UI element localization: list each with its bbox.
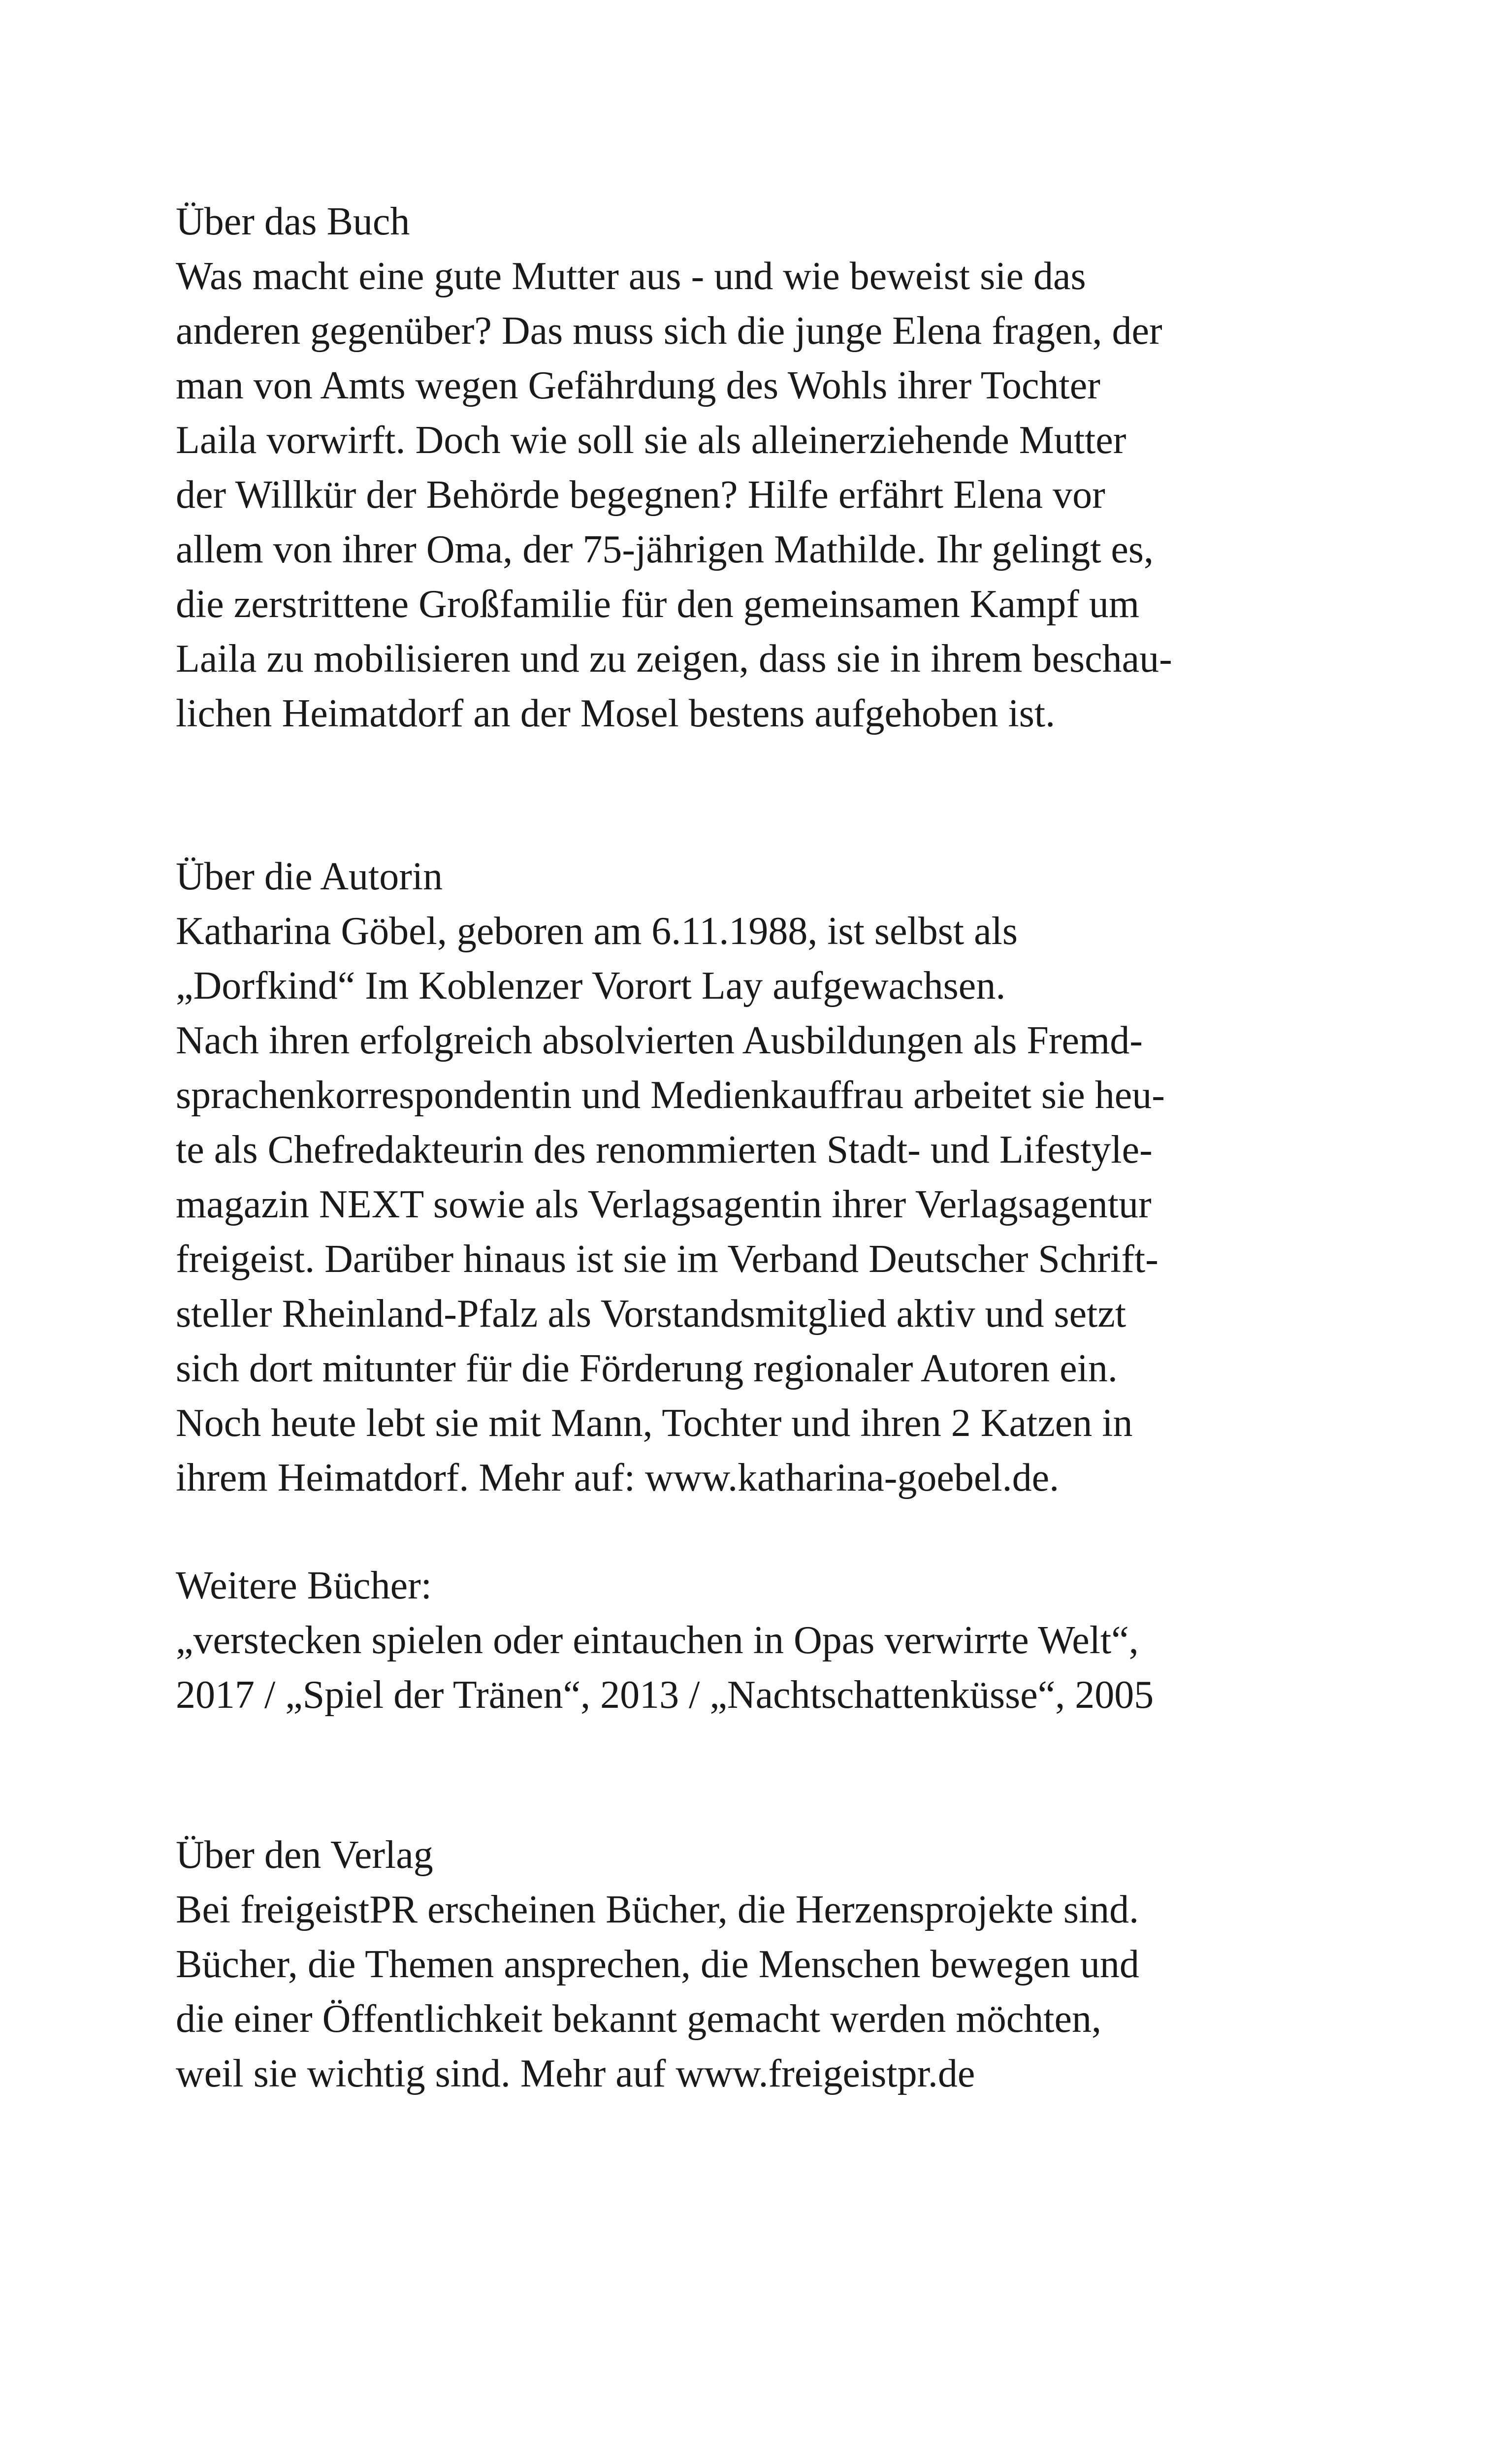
section-heading: Über den Verlag <box>176 1833 433 1877</box>
about-author-section <box>176 849 1338 1505</box>
about-publisher-section <box>176 1828 1338 2101</box>
text-line: Katharina Göbel, geboren am 6.11.1988, ist selbst als <box>176 910 1018 953</box>
section-heading: Weitere Bücher: <box>176 1564 432 1607</box>
text-line: „verstecken spielen oder eintauchen in Opas verwirrte Welt“, <box>176 1619 1139 1662</box>
text-line: steller Rheinland-Pfalz als Vorstandsmitglied aktiv und setzt <box>176 1292 1126 1336</box>
further-books-section <box>176 1559 1338 1723</box>
text-line: weil sie wichtig sind. Mehr auf www.freigeistpr.de <box>176 2052 975 2095</box>
section-heading: Über die Autorin <box>176 855 443 898</box>
text-line: sprachenkorrespondentin und Medienkauffrau arbeitet sie heu- <box>176 1074 1165 1117</box>
text-line: Noch heute lebt sie mit Mann, Tochter und ihren 2 Katzen in <box>176 1401 1133 1445</box>
text-line: Bücher, die Themen ansprechen, die Menschen bewegen und <box>176 1943 1139 1986</box>
text-line: Laila zu mobilisieren und zu zeigen, dass sie in ihrem beschau- <box>176 637 1172 681</box>
text-line: man von Amts wegen Gefährdung des Wohls ihrer Tochter <box>176 364 1100 407</box>
text-line: die einer Öffentlichkeit bekannt gemacht werden möchten, <box>176 1997 1101 2041</box>
text-line: der Willkür der Behörde begegnen? Hilfe erfährt Elena vor <box>176 473 1105 517</box>
text-line: Was macht eine gute Mutter aus - und wie beweist sie das <box>176 255 1086 298</box>
about-book-section <box>176 195 1338 741</box>
text-line: Laila vorwirft. Doch wie soll sie als alleinerziehende Mutter <box>176 419 1126 462</box>
text-line: sich dort mitunter für die Förderung regionaler Autoren ein. <box>176 1347 1118 1390</box>
text-line: lichen Heimatdorf an der Mosel bestens aufgehoben ist. <box>176 692 1056 735</box>
text-line: „Dorfkind“ Im Koblenzer Vorort Lay aufgewachsen. <box>176 964 1006 1008</box>
text-line: te als Chefredakteurin des renommierten Stadt- und Lifestyle- <box>176 1128 1153 1172</box>
text-line: anderen gegenüber? Das muss sich die junge Elena fragen, der <box>176 309 1162 353</box>
text-line: die zerstrittene Großfamilie für den gemeinsamen Kampf um <box>176 583 1140 626</box>
text-line: magazin NEXT sowie als Verlagsagentin ihrer Verlagsagentur <box>176 1183 1152 1226</box>
text-line: allem von ihrer Oma, der 75-jährigen Mathilde. Ihr gelingt es, <box>176 528 1154 571</box>
text-line: ihrem Heimatdorf. Mehr auf: www.katharina-goebel.de. <box>176 1456 1060 1499</box>
text-line: Nach ihren erfolgreich absolvierten Ausbildungen als Fremd- <box>176 1019 1143 1062</box>
text-line: freigeist. Darüber hinaus ist sie im Verband Deutscher Schrift- <box>176 1238 1158 1281</box>
section-heading: Über das Buch <box>176 200 410 243</box>
text-line: 2017 / „Spiel der Tränen“, 2013 / „Nachtschattenküsse“, 2005 <box>176 1673 1154 1717</box>
text-line: Bei freigeistPR erscheinen Bücher, die Herzensprojekte sind. <box>176 1888 1139 1931</box>
